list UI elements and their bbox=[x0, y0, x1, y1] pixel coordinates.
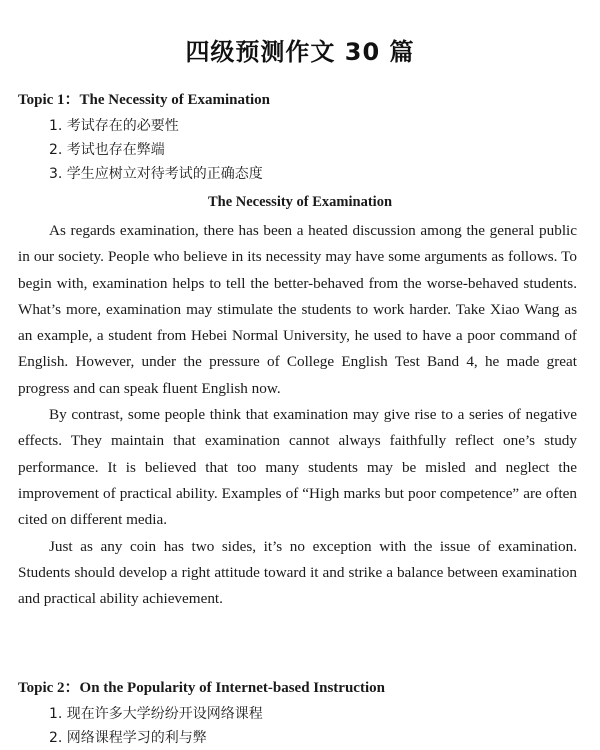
topic-1-outline bbox=[49, 114, 263, 186]
topic-1-point-3: 3. 学生应树立对待考试的正确态度 bbox=[49, 166, 263, 182]
topic-2-point-2: 2. 网络课程学习的利与弊 bbox=[49, 730, 207, 746]
essay-paragraph-3: Just as any coin has two sides, it’s no exception with the issue of examination. Students should develop a right attitude toward it and strike a balance between examination and practical ability achievement. bbox=[18, 537, 577, 608]
document-title: 四级预测作文 30 篇 bbox=[185, 38, 415, 66]
topic-1-heading: Topic 1：The Necessity of Examination bbox=[18, 92, 270, 108]
topic-1-point-1: 1. 考试存在的必要性 bbox=[49, 118, 179, 134]
topic-1-point-2: 2. 考试也存在弊端 bbox=[49, 142, 165, 158]
topic-2-outline bbox=[49, 702, 263, 750]
essay-body bbox=[18, 218, 577, 612]
essay-paragraph-1: As regards examination, there has been a heated discussion among the general public in our society. People who believe in its necessity may have some arguments as follows. To begin with, examination helps to tell the better-behaved from the worse-behaved students. What’s more, examination may stimulate the students to work harder. Take Xiao Wang as an example, a student from Hebei Normal University, he used to have a poor command of English. However, under the pressure of College English Test Band 4, he made great progress and can speak fluent English now. bbox=[18, 222, 577, 397]
essay-title: The Necessity of Examination bbox=[207, 194, 393, 210]
essay-paragraph-2: By contrast, some people think that examination may give rise to a series of negative effects. They maintain that examination cannot always faithfully reflect one’s study performance. It is believed that too many students may be misled and neglect the improvement of practical ability. Examples of “High marks but poor competence” are often cited on different media. bbox=[18, 406, 577, 529]
topic-2-heading: Topic 2：On the Popularity of Internet-based Instruction bbox=[18, 680, 385, 696]
topic-2-point-1: 1. 现在许多大学纷纷开设网络课程 bbox=[49, 706, 263, 722]
